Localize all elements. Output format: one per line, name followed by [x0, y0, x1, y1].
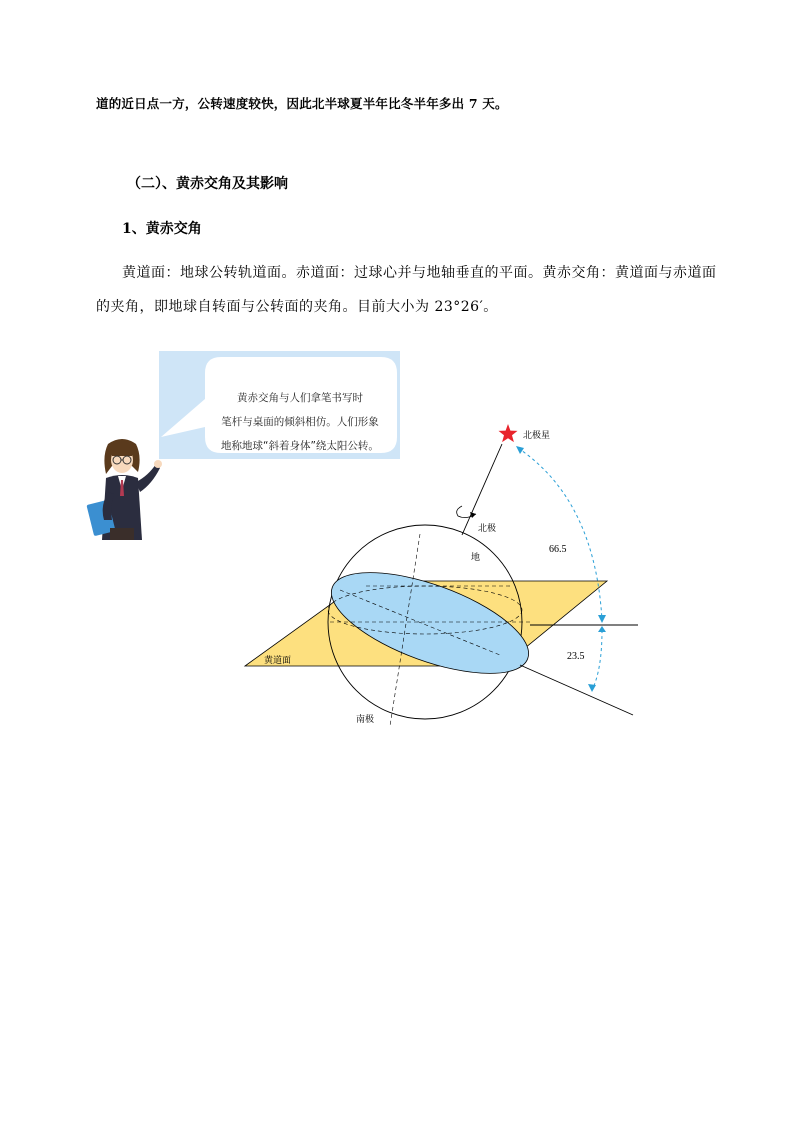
north-star-label: 北极星 — [523, 431, 551, 441]
south-pole-label: 南极 — [356, 715, 375, 725]
section-heading: （二）、黄赤交角及其影响 — [127, 176, 288, 192]
earth-axis — [462, 444, 502, 535]
north-star-icon — [499, 424, 518, 442]
paragraph-line-1: 黄道面：地球公转轨道面。赤道面：过球心并与地轴垂直的平面。黄赤交角：黄道面与赤道面 — [122, 265, 717, 281]
north-pole-label: 北极 — [478, 524, 497, 534]
paragraph-line-2: 的夹角，即地球自转面与公转面的夹角。目前大小为 23°26′。 — [96, 299, 498, 315]
callout-line-2: 笔杆与桌面的倾斜相仿。人们形象 — [221, 416, 379, 428]
continuation-line: 道的近日点一方，公转速度较快，因此北半球夏半年比冬半年多出 7 天。 — [96, 96, 508, 111]
teacher-illustration-icon — [86, 436, 166, 544]
obliquity-diagram — [240, 420, 660, 740]
angle-23-label: 23.5 — [567, 651, 585, 662]
ecliptic-plane-label: 黄道面 — [264, 656, 292, 666]
callout-line-1: 黄赤交角与人们拿笔书写时 — [237, 392, 363, 404]
subsection-heading: 1、黄赤交角 — [122, 221, 202, 237]
callout-line-3: 地称地球“斜着身体”绕太阳公转。 — [221, 440, 379, 452]
earth-label: 地 — [471, 553, 481, 563]
angle-66-label: 66.5 — [549, 544, 567, 555]
